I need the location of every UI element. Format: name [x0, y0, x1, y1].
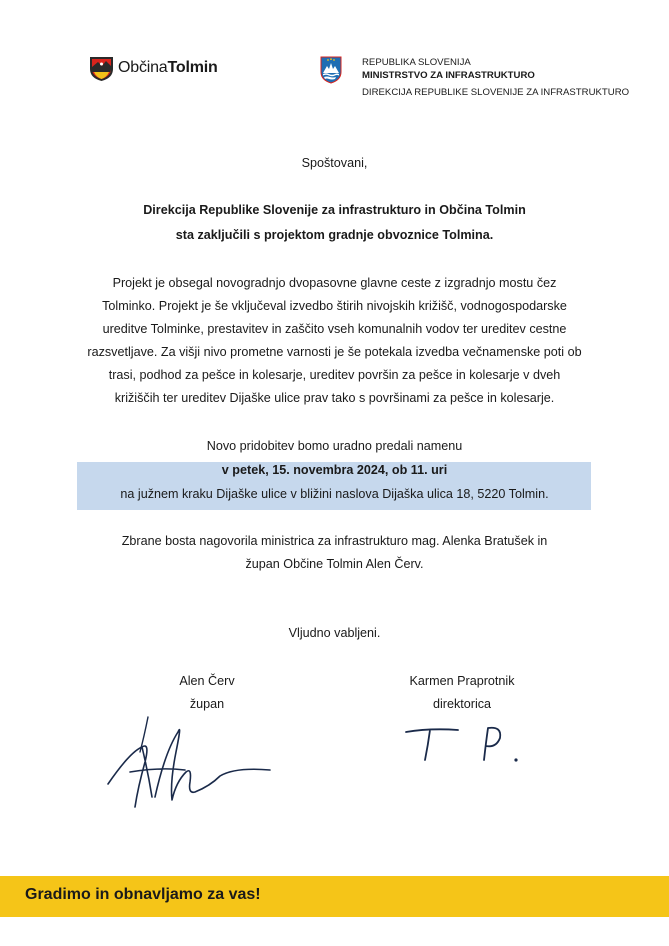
signatory-director: [362, 670, 562, 716]
footer-slogan: Gradimo in obnavljamo za vas!: [25, 886, 261, 903]
director-signature-image: [400, 720, 530, 770]
gov-line-republic: REPUBLIKA SLOVENIJA: [362, 57, 471, 68]
republika-slovenija-logo: [320, 56, 629, 99]
mayor-signature-image: [100, 712, 280, 817]
event-location: na južnem kraku Dijaške ulice v bližini naslova Dijaška ulica 18, 5220 Tolmin.: [120, 487, 549, 501]
tolmin-crest-icon: [88, 54, 115, 82]
municipality-name: Tolmin: [167, 59, 218, 76]
slovenia-coat-of-arms-icon: [320, 56, 342, 84]
event-datetime: v petek, 15. novembra 2024, ob 11. uri: [221, 463, 448, 477]
obcina-tolmin-logo: [88, 54, 218, 82]
body-line: razsvetljave. Za višji nivo prometne varnosti je še potekala izvedba večnamenske poti ob: [87, 345, 582, 359]
lead-line-1: Direkcija Republike Slovenije za infrastrukturo in Občina Tolmin: [143, 203, 526, 217]
greeting: Spoštovani,: [301, 156, 368, 170]
body-line: ureditve Tolminke, prestavitev in zaščito vseh komunalnih vodov ter ureditev cestne: [102, 322, 567, 336]
signatory-role: direktorica: [432, 697, 492, 711]
handover-line: Novo pridobitev bomo uradno predali namenu: [206, 439, 463, 453]
body-line: Projekt je obsegal novogradnjo dvopasovne glavne ceste z izgradnjo mostu čez: [112, 276, 557, 290]
lead-line-2: sta zaključili s projektom gradnje obvoznice Tolmina.: [175, 228, 494, 242]
body-line: križiščih ter ureditev Dijaške ulice prav tako s površinami za pešce in kolesarje.: [114, 391, 555, 405]
footer-banner: [0, 876, 669, 917]
signatory-name: Alen Červ: [179, 674, 235, 688]
body-paragraph: [0, 272, 669, 410]
gov-line-ministry: MINISTRSTVO ZA INFRASTRUKTURO: [362, 70, 535, 81]
gov-line-directorate: DIREKCIJA REPUBLIKE SLOVENIJE ZA INFRASTRUKTURO: [362, 87, 630, 98]
closing: Vljudno vabljeni.: [288, 626, 381, 640]
signatory-name: Karmen Praprotnik: [409, 674, 515, 688]
municipality-prefix: Občina: [118, 59, 168, 76]
body-line: Tolminko. Projekt je še vključeval izvedbo štirih nivojskih križišč, vodnogospodarske: [102, 299, 567, 313]
signatory-role: župan: [189, 697, 225, 711]
signatory-mayor: [107, 670, 307, 716]
speakers-line-2: župan Občine Tolmin Alen Červ.: [245, 557, 424, 571]
speakers-line-1: Zbrane bosta nagovorila ministrica za infrastrukturo mag. Alenka Bratušek in: [121, 534, 548, 548]
body-line: trasi, podhod za pešce in kolesarje, ureditev površin za pešce in kolesarje v dveh: [108, 368, 561, 382]
